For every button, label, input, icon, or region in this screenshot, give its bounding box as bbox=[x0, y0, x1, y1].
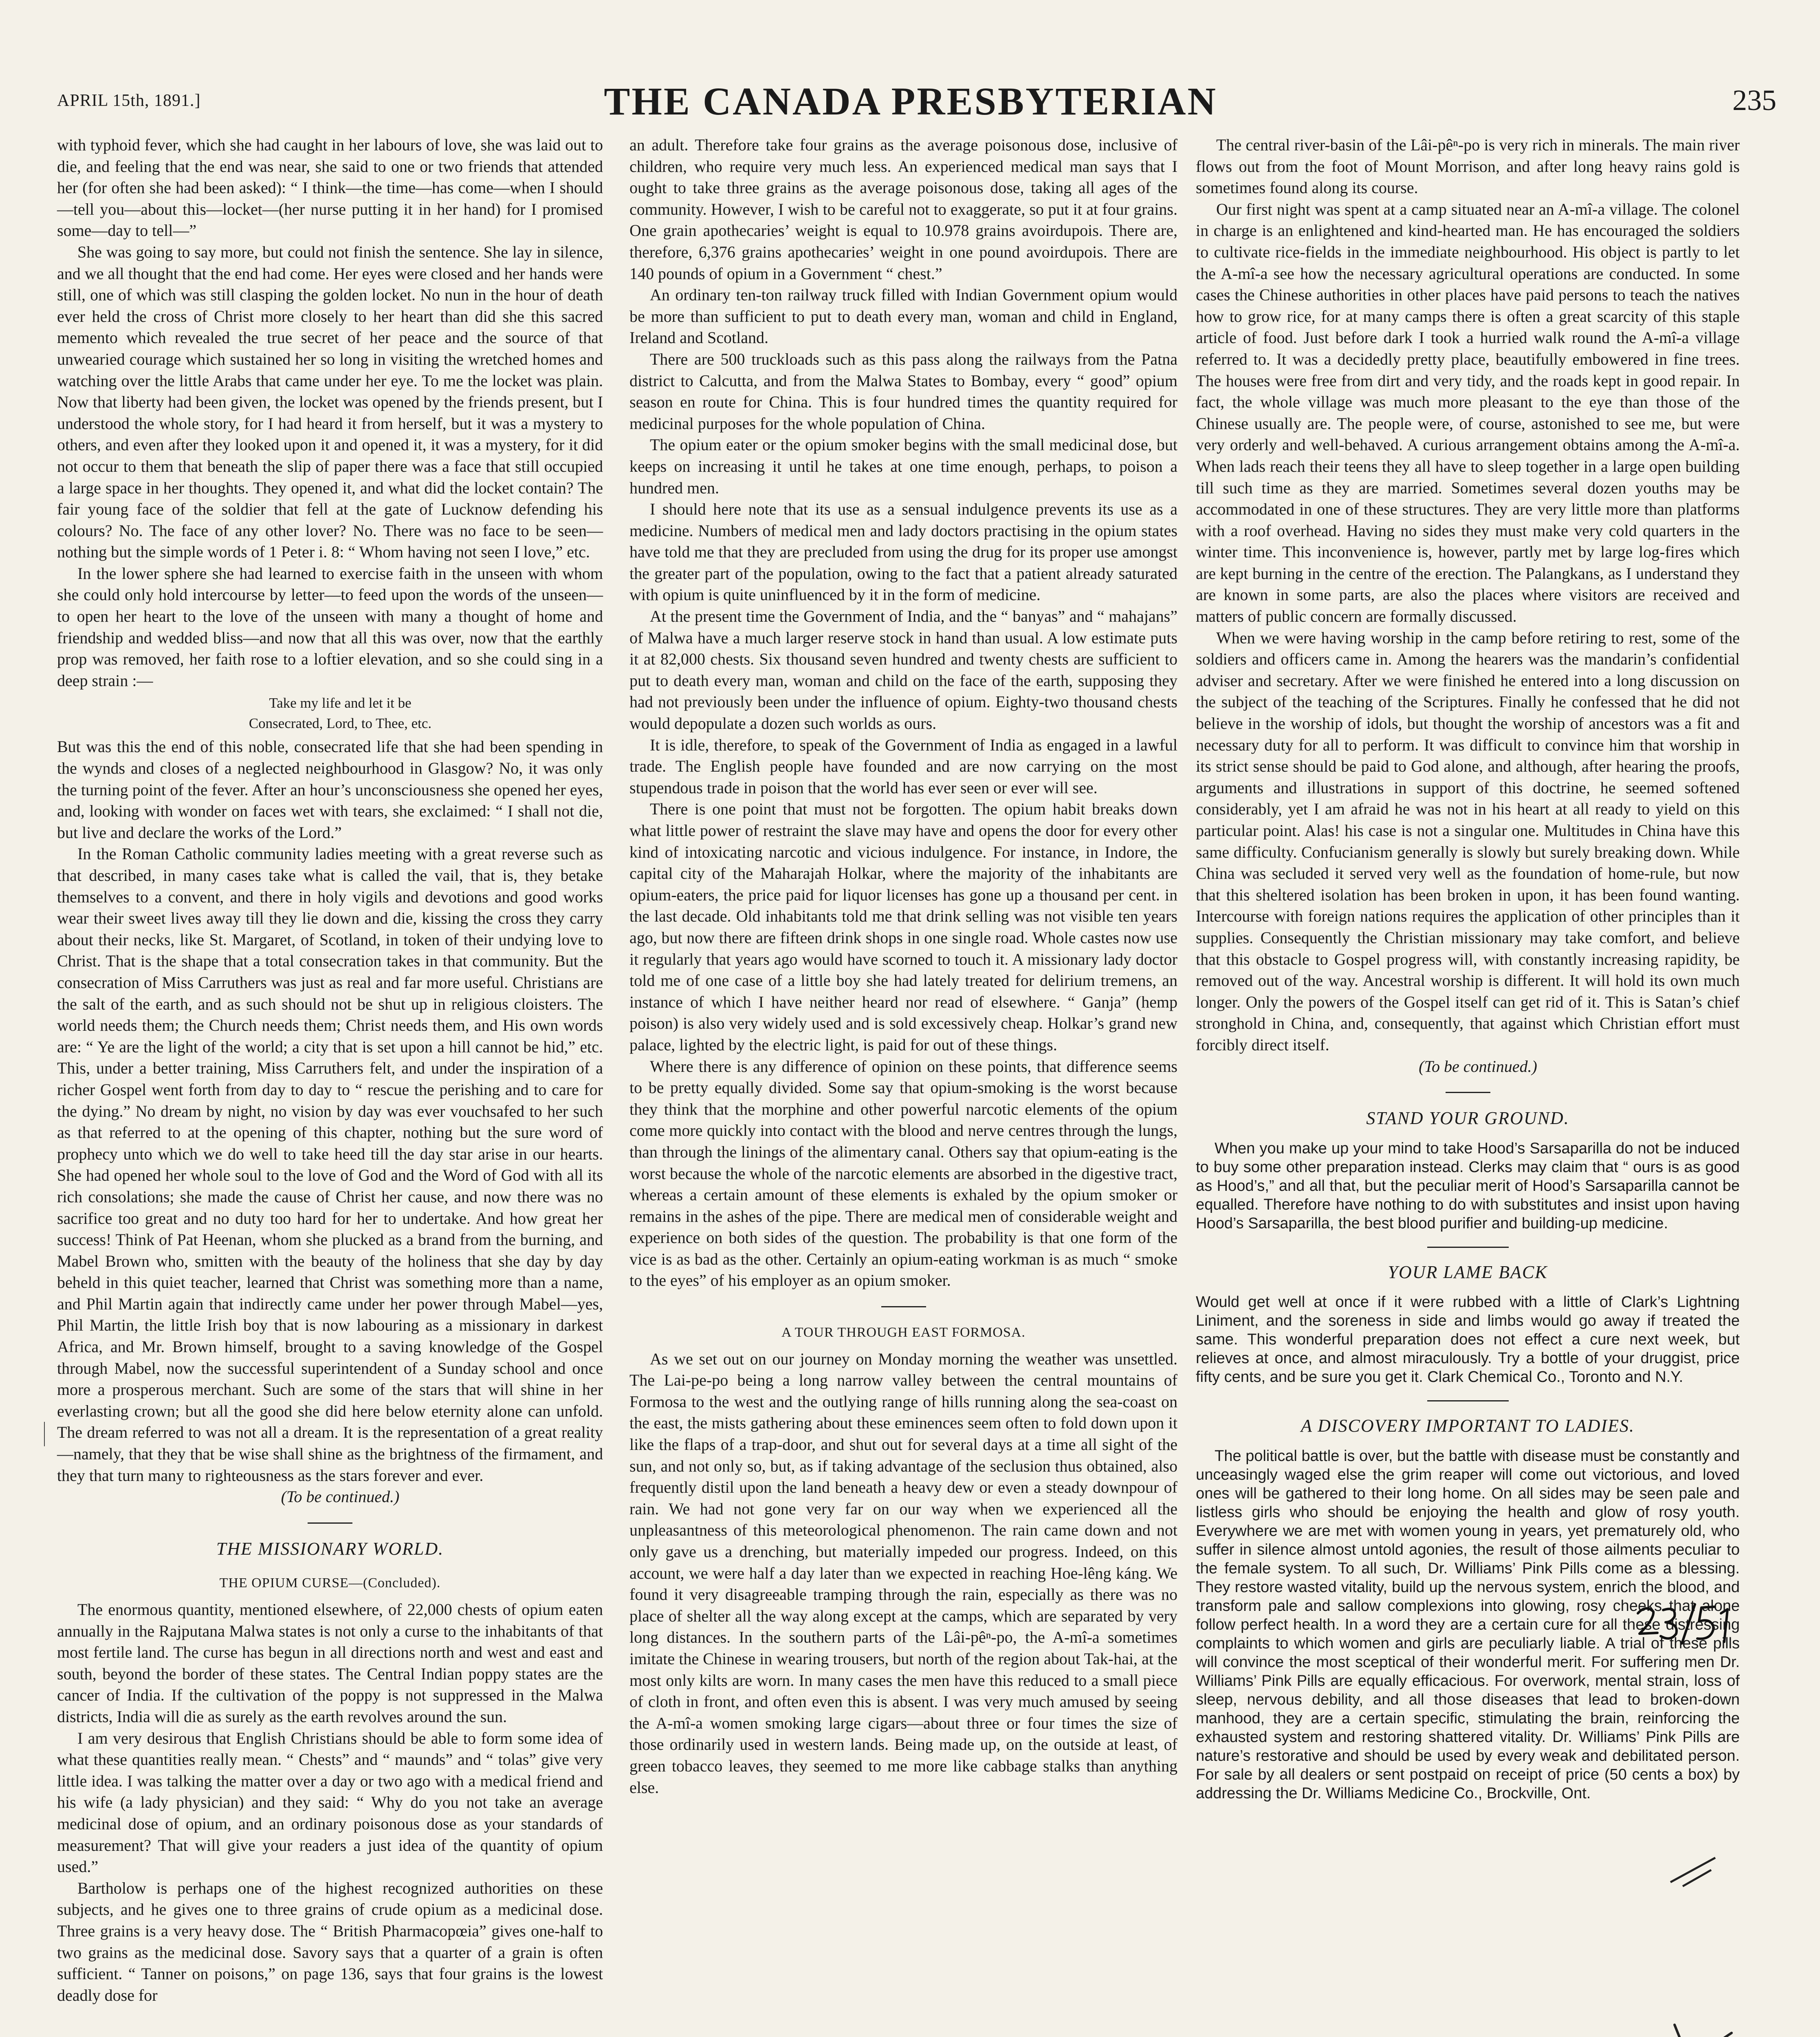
advertisement-heading: YOUR LAME BACK bbox=[1388, 1262, 1548, 1282]
page-number: 235 bbox=[1732, 84, 1776, 117]
hymn-verse bbox=[57, 693, 603, 734]
paragraph: As we set out on our journey on Monday morning the weather was unsettled. The Lai-pe-po being a long narrow valley between the central mountains of Formosa to the west and the outlying range of hills running along the sea-coast on the east, the mists gathering about these eminences seem often to fold down upon it like the flaps of a trap-door, and shut out for several days at a time all sight of the sun, and not only so, but, as if taking advantage of the seclusion thus obtained, also frequently distil upon the land beneath a heavy dew or even a steady downpour of rain. We had not gone very far on our way when we experienced all the unpleasantness of this meteorological phenomenon. The rain came down and not only gave us a drenching, but materially impeded our progress. Indeed, on this account, we were half a day later than we expected in reaching Hoe-lêng káng. We found it very disagreeable tramping through the rain, especially as there was no place of shelter all the way along except at the camps, which are separated by very long distances. In the southern parts of the Lâi-pêⁿ-po, the A-mî-a sometimes imitate the Chinese in wearing trousers, but north of the region about Tak-hai, at the most only kilts are worn. In many cases the men have this reduced to a small piece of cloth in front, and often even this is absent. I was very much amused by seeing the A-mî-a women smoking large cigars—about three or four times the size of those ordinarily used in western lands. Being made up, on the outside at least, of green tobacco leaves, they seemed to me more like cabbage stalks than anything else. bbox=[629, 1349, 1177, 1797]
divider bbox=[1446, 1092, 1490, 1093]
issue-date: APRIL 15th, 1891.] bbox=[57, 91, 201, 110]
to-be-continued: (To be continued.) bbox=[1419, 1057, 1537, 1076]
column-left bbox=[57, 134, 603, 2006]
paragraph: The enormous quantity, mentioned elsewhere, of 22,000 chests of opium eaten annually in the Rajputana Malwa states is not only a curse to the inhabitants of that most fertile land. The curse has begun in all directions north and west and east and south, beyond the border of these states. The Central Indian poppy states are the cancer of India. If the cultivation of the poppy is not suppressed in the Malwa districts, India will die as surely as the earth revolves around the sun. bbox=[57, 1600, 603, 1726]
margin-mark bbox=[44, 1422, 45, 1446]
paragraph: At the present time the Government of India, and the “ banyas” and “ mahajans” of Malwa have a much larger reserve stock in hand than usual. A low estimate puts it at 82,000 chests. Six thousand seven hundred and twenty chests are sufficient to put to death every man, woman and child on the face of the earth, supposing they had not previously been under the influence of opium. Eighty-two thousand chests would depopulate a dozen such worlds as ours. bbox=[629, 607, 1177, 733]
divider bbox=[881, 1306, 926, 1307]
advertisement-text: Would get well at once if it were rubbed with a little of Clark’s Lightning Liniment, and the soreness in side and limbs would go away if treated the same. This wonderful preparation does not effect a cure next week, but relieves at once, and almost miraculously. Try a bottle of your druggist, price fifty cents, and be sure you get it. Clark Chemical Co., Toronto and N.Y. bbox=[1196, 1293, 1740, 1386]
paragraph: Bartholow is perhaps one of the highest recognized authorities on these subjects, and he gives one to three grains of crude opium as a medicinal dose. Three grains is a very heavy dose. The “ British Pharmacopœia” gives one-half to two grains as the medicinal dose. Savory says that a quarter of a grain is often sufficient. “ Tanner on poisons,” on page 136, says that four grains is the lowest deadly dose for bbox=[57, 1879, 603, 2004]
column-middle bbox=[629, 134, 1177, 1798]
paragraph: In the Roman Catholic community ladies meeting with a great reverse such as that described, in many cases take what is called the vail, that is, they betake themselves to a convent, and there in holy vigils and devotions and good works wear their sweet lives away till they lie down and die, kissing the cross they carry about their necks, like St. Margaret, of Scotland, in token of their undying love to Christ. That is the shape that a total consecration takes in that community. But the consecration of Miss Carruthers was just as real and far more useful. Christians are the salt of the earth, and as such should not be shut up in religious cloisters. The world needs them; the Church needs them; Christ needs them, and His own words are: “ Ye are the light of the world; a city that is set upon a hill cannot be hid,” etc. This, under a better training, Miss Carruthers felt, and under the inspiration of a richer Gospel went forth from day to day to “ rescue the perishing and to care for the dying.” No dream by night, no vision by day was ever vouchsafed to her such as that referred to at the opening of this chapter, nothing but the sure word of prophecy unto which we do well to take heed till the day star arise in our hearts. She had opened her whole soul to the love of God and the Word of God with all its rich consolations; she made the cause of Christ her cause, and now there was no sacrifice too great and no duty too hard for her to undertake. And how great her success! Think of Pat Heenan, whom she plucked as a brand from the burning, and Mabel Brown who, smitten with the beauty of the holiness that she day by day beheld in this quiet teacher, learned that Christ was something more than a name, and Phil Martin again that indirectly came under her power through Mabel—yes, Phil Martin, the little Irish boy that is now labouring as a missionary in darkest Africa, and Mr. Brown himself, brought to a saving knowledge of the Gospel through Mabel, now the successful superintendent of a Sunday school and once more a prosperous merchant. Such are some of the stars that will shine in her everlasting crown; but all the good she did here below eternity alone can unfold. The dream referred to was not all a dream. It is the representation of a great reality—namely, that they that be wise shall shine as the brightness of the firmament, and they that turn many to righteousness as the stars forever and ever. bbox=[57, 845, 603, 1485]
advertisement-heading: A DISCOVERY IMPORTANT TO LADIES. bbox=[1301, 1416, 1635, 1436]
paragraph: It is idle, therefore, to speak of the Government of India as engaged in a lawful trade. The English people have founded and are now carrying on the most stupendous trade in poison that the world has ever seen or ever will see. bbox=[629, 735, 1177, 797]
advertisement-text: The political battle is over, but the battle with disease must be constantly and unceasingly waged else the grim reaper will come out victorious, and loved ones will be gathered to their long home. On all sides may be seen pale and listless girls who should be enjoying the health and glow of rosy youth. Everywhere we are met with women young in years, yet prematurely old, who suffer in silence almost untold agonies, the result of those ailments peculiar to the female system. To all such, Dr. Williams’ Pink Pills come as a blessing. They restore wasted vitality, build up the nervous system, enrich the blood, and transform pale and sallow complexions into glowing, rosy cheeks that alone follow perfect health. In a word they are a certain cure for all these distressing complaints to which women and girls are peculiarly liable. A trial of these pills will convince the most sceptical of their wonderful merit. For suffering men Dr. Williams’ Pink Pills are equally efficacious. For overwork, mental strain, loss of sleep, nervous debility, and all those diseases that lead to broken-down manhood, they are a certain specific, stimulating the brain, reinforcing the exhausted system and restoring shattered vitality. Dr. Williams’ Pink Pills are nature’s restorative and should be used by every weak and debilitated person. For sale by all dealers or sent postpaid on receipt of price (50 cents a box) by addressing the Dr. Williams Medicine Co., Brockville, Ont. bbox=[1196, 1447, 1740, 1802]
paragraph: with typhoid fever, which she had caught in her labours of love, she was laid out to die, and feeling that the end was near, she said to one or two friends that attended her (for often she had been asked): “ I think—the time—has come—when I should—tell you—about this—locket—(her nurse putting it in her hand) for I promised some—day to tell—” bbox=[57, 136, 603, 240]
advertisement-heading: STAND YOUR GROUND. bbox=[1366, 1108, 1569, 1128]
paragraph: The central river-basin of the Lâi-pêⁿ-po is very rich in minerals. The main river flows out from the foot of Mount Morrison, and after long heavy rains gold is sometimes found along its course. bbox=[1196, 136, 1740, 197]
to-be-continued: (To be continued.) bbox=[281, 1487, 400, 1506]
divider bbox=[308, 1522, 352, 1524]
paragraph: She was going to say more, but could not finish the sentence. She lay in silence, and we all thought that the end had come. Her eyes were closed and her hands were still, one of which was still clasping the golden locket. No nun in the hour of death ever held the cross of Christ more closely to her heart than did she this sacred memento which revealed the true secret of her peace and the source of that unwearied courage which sustained her so long in visiting the wretched homes and watching over the little Arabs that came under her eye. To me the locket was plain. Now that liberty had been given, the locket was opened by the friends present, but I understood the whole story, for I had heard it from herself, but it was a mystery to others, and even after they looked upon it and opened it, it was a mystery, for it did not occur to them that beneath the slip of paper there was a face that still occupied a large space in her thoughts. They opened it, and what did the locket contain? The fair young face of the soldier that fell at the gate of Lucknow defending his colours? No. The face of any other lover? No. There was no face to be seen—nothing but the simple words of 1 Peter i. 8: “ Whom having not seen I love,” etc. bbox=[57, 242, 603, 561]
paragraph: I should here note that its use as a sensual indulgence prevents its use as a medicine. Numbers of medical men and lady doctors practising in the opium states have told me that they are precluded from using the drug for its proper use amongst the greater part of the population, owing to the fact that a patient already saturated with opium is quite uninfluenced by it in the form of medicine. bbox=[629, 500, 1177, 604]
advertisement-clarks-liniment bbox=[1196, 1293, 1740, 1386]
article-heading: A TOUR THROUGH EAST FORMOSA. bbox=[781, 1325, 1026, 1340]
paragraph: In the lower sphere she had learned to exercise faith in the unseen with whom she could only hold intercourse by letter—to feed upon the words of the unseen—to open her heart to the love of the unseen with many a thought of home and friendship and wedded bliss—and now that all this was over, now that the earthly prop was removed, her faith rose to a loftier elevation, and so she could sing in a deep strain :— bbox=[57, 564, 603, 690]
masthead bbox=[45, 75, 1776, 124]
paragraph: an adult. Therefore take four grains as the average poisonous dose, inclusive of children, who require very much less. An experienced medical man says that I ought to take three grains as the average poisonous dose, taking all ages of the community. However, I wish to be careful not to exaggerate, so put it at four grains. One grain apothecaries’ weight is equal to 10.978 grains avoirdupois. There are, therefore, 6,376 grains apothecaries’ weight in one pound avoirdupois. There are 140 pounds of opium in a Government “ chest.” bbox=[629, 136, 1177, 283]
divider bbox=[1427, 1400, 1509, 1401]
verse-line: Take my life and let it be bbox=[269, 695, 412, 711]
column-right bbox=[1196, 134, 1740, 1803]
verse-line: Consecrated, Lord, to Thee, etc. bbox=[249, 715, 432, 732]
pencil-mark bbox=[1626, 2017, 1740, 2037]
paragraph: There is one point that must not be forgotten. The opium habit breaks down what little power of restraint the slave may have and opens the door for every other kind of intoxicating narcotic and vicious indulgence. For instance, in Indore, the capital city of the Maharajah Holkar, where the majority of the inhabitants are opium-eaters, the price paid for liquor licenses has gone up a thousand per cent. in the last decade. Old inhabitants told me that drink selling was not visible ten years ago, but now there are fifteen drink shops in one single road. Whole castes now use it regularly that years ago would have scorned to touch it. A missionary lady doctor told me of one case of a little boy she had lately treated for delirium tremens, an instance of which I have neither heard nor read of elsewhere. “ Ganja” (hemp poison) is also very widely used and is sold excessively cheap. Holkar’s grand new palace, lighted by the electric light, is paid for out of these things. bbox=[629, 800, 1177, 1054]
divider bbox=[1427, 1247, 1509, 1248]
publication-title: THE CANADA PRESBYTERIAN bbox=[604, 79, 1217, 123]
paragraph: When we were having worship in the camp before retiring to rest, some of the soldiers and officers came in. Among the hearers was the mandarin’s confidential adviser and secretary. After we were finished he entered into a long discussion on the subject of the teaching of the Scriptures. Finally he confessed that he did not believe in the worship of idols, but thought the worship of ancestors was a fit and necessary duty for all to perform. It was difficult to convince him that worship in its strict sense should be paid to God alone, and although, after hearing the proofs, arguments and illustrations in support of this doctrine, he seemed softened considerably, yet I am afraid he was not in his heart at all ready to yield on this particular point. Alas! his case is not a singular one. Multitudes in China have this same difficulty. Confucianism generally is slowly but surely breaking down. While China was secluded it served very well as the foundation of home-rule, but now that this sheltered isolation has been broken in upon, it has been found wanting. Intercourse with foreign nations requires the application of other principles than it supplies. Consequently the Christian missionary may take comfort, and believe that this obstacle to Gospel progress will, with constantly increasing rapidity, be removed out of the way. Ancestral worship is different. It will hold its own much longer. Only the powers of the Gospel itself can get rid of it. This is Satan’s chief stronghold in China, and, consequently, that against which Christian effort must forcibly direct itself. bbox=[1196, 628, 1740, 1054]
handwritten-annotation bbox=[1634, 1601, 1736, 1646]
paragraph: An ordinary ten-ton railway truck filled with Indian Government opium would be more than sufficient to put to death every man, woman and child in England, Ireland and Scotland. bbox=[629, 286, 1177, 347]
paragraph: Where there is any difference of opinion on these points, that difference seems to be pretty equally divided. Some say that opium-smoking is the worst because they think that the morphine and other powerful narcotic elements of the opium come more quickly into contact with the blood and nerve centres through the lungs, than through the linings of the alimentary canal. Others say that opium-eating is the worst because the whole of the narcotic elements are absorbed in the digestive tract, whereas a certain amount of these elements is exhaled by the opium smoker or remains in the ashes of the pipe. There are medical men of considerable weight and experience on both sides of the question. The probability is that one form of the vice is as bad as the other. Certainly an opium-eating workman is as much “ smoke to the eyes” of his employer as an opium smoker. bbox=[629, 1057, 1177, 1290]
paragraph: There are 500 truckloads such as this pass along the railways from the Patna district to Calcutta, and from the Malwa States to Bombay, every “ good” opium season en route for China. This is four hundred times the quantity required for medicinal purposes for the whole population of China. bbox=[629, 350, 1177, 433]
paragraph: I am very desirous that English Christians should be able to form some idea of what these quantities really mean. “ Chests” and “ maunds” and “ tolas” give very little idea. I was talking the matter over a day or two ago with a medical friend and his wife (a lady physician) and they said: “ Why do you not take an average medicinal dose of opium, and an ordinary poisonous dose as your standards of measurement? That will give your readers a just idea of the quantity of opium used.” bbox=[57, 1729, 603, 1876]
paragraph: The opium eater or the opium smoker begins with the small medicinal dose, but keeps on increasing it until he takes at one time enough, perhaps, to poison a hundred men. bbox=[629, 436, 1177, 497]
advertisement-hoods-sarsaparilla bbox=[1196, 1139, 1740, 1233]
advertisement-text: When you make up your mind to take Hood’s Sarsaparilla do not be induced to buy some other preparation instead. Clerks may claim that “ ours is as good as Hood’s,” and all that, but the peculiar merit of Hood’s Sarsaparilla cannot be equalled. Therefore have nothing to do with substitutes and insist upon having Hood’s Sarsaparilla, the best blood purifier and building-up medicine. bbox=[1196, 1139, 1740, 1232]
paragraph: But was this the end of this noble, consecrated life that she had been spending in the wynds and closes of a neglected neighbourhood in Glasgow? No, it was only the turning point of the fever. After an hour’s unconsciousness she opened her eyes, and, looking with wonder on faces wet with tears, she exclaimed: “ I shall not die, but live and declare the works of the Lord.” bbox=[57, 737, 603, 842]
article-heading: THE OPIUM CURSE—(Concluded). bbox=[219, 1575, 441, 1591]
pencil-mark bbox=[1666, 1850, 1719, 1890]
section-heading: THE MISSIONARY WORLD. bbox=[216, 1538, 444, 1559]
paragraph: Our first night was spent at a camp situated near an A-mî-a village. The colonel in charge is an enlightened and kind-hearted man. He has encouraged the soldiers to cultivate rice-fields in the immediate neighbourhood. His object is partly to let the A-mî-a see how the necessary agricultural operations are conducted. In some cases the Chinese authorities in other places have paid persons to teach the natives how to grow rice, for at many camps there is often a great scarcity of this staple article of food. Just before dark I took a hurried walk round the A-mî-a village referred to. It was a decidedly pretty place, beautifully embowered in fine trees. The houses were free from dirt and very tidy, and the roads kept in good repair. In fact, the whole village was much more pleasant to the eye than those of the Chinese usually are. The people were, of course, astonished to see me, but were very orderly and well-behaved. A curious arrangement obtains among the A-mî-a. When lads reach their teens they all have to sleep together in a large open building till such time as they are married. Sometimes several dozen youths may be accommodated in one of these structures. They are very little more than platforms with a roof overhead. Having no sides they must make very cold quarters in the winter time. This inconvenience is, however, partly met by large log-fires which are kept burning in the centre of the erection. The Palangkans, as I understand they are known in some parts, are also the places where visitors are received and matters of public concern are formally discussed. bbox=[1196, 200, 1740, 626]
